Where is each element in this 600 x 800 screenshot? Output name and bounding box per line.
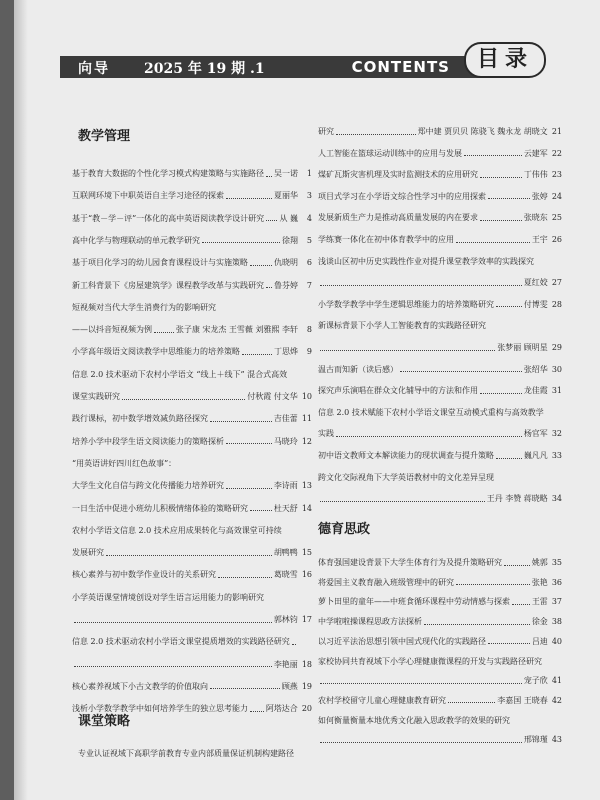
toc-entry-page-number: 18 (301, 659, 312, 669)
toc-entry[interactable] (72, 681, 312, 692)
toc-entry[interactable] (72, 346, 312, 357)
dot-leader (320, 741, 522, 743)
toc-entry[interactable] (318, 493, 562, 504)
dot-leader (122, 398, 245, 400)
dot-leader (496, 305, 522, 307)
toc-entry-title: ——以抖音短视频为例 (72, 325, 152, 335)
toc-entry-author: 杜天舒 (273, 503, 298, 513)
toc-entry-page-number: 26 (551, 235, 562, 244)
toc-entry-page-number: 41 (551, 676, 562, 686)
toc-entry[interactable] (72, 547, 312, 558)
dot-leader (400, 370, 522, 372)
dot-leader (226, 197, 272, 199)
dot-leader (336, 133, 416, 135)
toc-entry-title: 以习近平法治思想引领中国式现代化的实践路径 (318, 636, 486, 646)
toc-entry-title: 发展新质生产力是推动高质量发展的内在要求 (318, 213, 478, 223)
dot-leader (74, 665, 272, 667)
toc-entry-title: 人工智能在篮球运动训练中的应用与发展 (318, 148, 462, 158)
toc-entry[interactable] (72, 190, 312, 201)
toc-line[interactable]: 信息 2.0 技术赋能下农村小学语文课堂互动模式重构与高效教学 (318, 407, 544, 417)
toc-entry[interactable] (72, 659, 312, 670)
toc-entry-title: 课堂实践研究 (72, 392, 120, 401)
toc-entry-page-number: 17 (301, 615, 312, 624)
toc-entry-page-number: 32 (551, 429, 562, 439)
toc-entry-title: 探究声乐演唱在群众文化辅导中的方法和作用 (318, 386, 478, 396)
dot-leader (424, 623, 530, 625)
toc-entry-title: 新工科背景下《房屋建筑学》课程教学改革与实践研究 (72, 280, 264, 290)
dot-leader (74, 621, 272, 623)
toc-entry-author: 吴一诺 (274, 169, 298, 178)
dot-leader (226, 487, 272, 489)
toc-entry-author: 郑中建 贾贝贝 陈骁飞 魏永龙 胡晓文 (417, 127, 548, 136)
toc-line[interactable]: 农村小学语文信息 2.0 技术应用成果转化与高效课堂可持续 (72, 525, 282, 535)
toc-entry-author: 姚郭 (531, 558, 548, 567)
dot-leader (456, 241, 530, 243)
toc-entry-author: 王宇 (531, 235, 548, 244)
toc-entry[interactable] (318, 616, 562, 627)
toc-entry-author: 仇晓明 (274, 258, 298, 268)
toc-entry-title: 小学高年级语文阅读教学中思维能力的培养策略 (72, 347, 240, 357)
toc-line[interactable]: 如何衡量衡量本地优秀文化融入思政教学的效果的研究 (318, 715, 510, 725)
dot-leader (226, 442, 272, 444)
toc-entry-author: 夏丽华 (274, 191, 298, 201)
toc-entry-page-number: 7 (306, 280, 312, 290)
toc-entry-page-number: 40 (551, 636, 562, 646)
toc-entry-page-number: 13 (301, 481, 312, 491)
toc-entry-page-number: 10 (301, 392, 312, 401)
toc-entry[interactable] (72, 480, 312, 491)
toc-entry[interactable] (318, 385, 562, 396)
toc-line[interactable]: “用英语讲好四川红色故事”： (72, 458, 177, 468)
toc-entry-title: 项目式学习在小学语文综合性学习中的应用探索 (318, 191, 486, 201)
toc-entry-page-number: 43 (551, 735, 562, 745)
toc-line[interactable]: 小学英语课堂情境创设对学生语言运用能力的影响研究 (72, 592, 264, 602)
dot-leader (210, 687, 280, 689)
toc-entry-title: 小学数学教学中学生逻辑思维能力的培养策略研究 (318, 299, 494, 309)
toc-entry[interactable] (72, 257, 312, 268)
toc-entry-page-number: 22 (551, 148, 562, 158)
toc-entry-title: 温古而知新（读后感） (318, 364, 398, 374)
toc-entry-page-number: 25 (551, 213, 562, 223)
toc-entry[interactable] (318, 191, 562, 202)
toc-entry-page-number: 14 (301, 503, 312, 513)
toc-entry-title: 实践 (318, 429, 334, 439)
dot-leader (320, 349, 495, 351)
toc-entry-author: 丁伟伟 (523, 170, 548, 180)
toc-entry-page-number: 6 (306, 258, 312, 268)
header-bar (60, 56, 490, 78)
toc-entry[interactable] (318, 126, 562, 137)
toc-entry[interactable] (72, 235, 312, 246)
toc-entry-author: 顾燕 (281, 681, 298, 691)
toc-entry[interactable] (72, 569, 312, 580)
toc-entry-title: 大学生文化自信与跨文化传播能力培养研究 (72, 481, 224, 491)
toc-entry[interactable] (72, 324, 312, 335)
toc-entry-author: 吉佳蕾 (273, 414, 298, 424)
toc-entry-page-number: 8 (306, 325, 312, 335)
toc-entry-page-number: 9 (306, 347, 312, 357)
toc-entry-author: 吕迪 (531, 636, 548, 646)
toc-entry[interactable] (318, 734, 562, 745)
toc-entry[interactable] (72, 413, 312, 424)
toc-entry[interactable] (72, 391, 312, 402)
toc-entry[interactable] (318, 234, 562, 245)
toc-entry-page-number: 42 (551, 695, 562, 705)
toc-entry-author: 从 巍 (279, 213, 298, 223)
toc-entry-title: 践行课标，初中数学增效减负路径探究 (72, 414, 208, 424)
dot-leader (488, 197, 530, 199)
toc-entry[interactable] (318, 299, 562, 310)
dot-leader (480, 176, 522, 178)
toc-entry-page-number: 21 (551, 127, 562, 136)
toc-entry-page-number: 34 (551, 494, 562, 504)
toc-entry[interactable] (318, 212, 562, 223)
toc-entry-author: 阿塔达合 (265, 704, 298, 714)
dot-leader (320, 682, 522, 684)
toc-entry-title: 培养小学中段学生语文阅读能力的策略探析 (72, 436, 224, 446)
toc-entry-page-number: 30 (551, 364, 562, 374)
toc-entry-title: 体育强国建设背景下大学生体育行为及提升策略研究 (318, 558, 502, 567)
toc-entry-author: 邢锦瑾 (523, 735, 548, 745)
dot-leader (250, 509, 272, 511)
toc-entry-title: 浅析小学数学教学中如何培养学生的独立思考能力 (72, 704, 248, 714)
dot-leader (266, 175, 272, 177)
section-title-classroom-strategy: 课堂策略 (78, 714, 131, 729)
dot-leader (480, 219, 522, 221)
toc-entry-page-number: 37 (551, 597, 562, 607)
toc-entry-page-number: 35 (551, 558, 562, 567)
toc-entry-page-number: 20 (301, 704, 312, 714)
dot-leader (250, 264, 272, 266)
toc-entry-author: 付秋霞 付文华 (247, 392, 298, 401)
toc-entry-author: 张子康 宋龙杰 王雪薇 刘雅熙 李轩 (175, 325, 298, 335)
toc-line[interactable]: 家校协同共育视域下小学心理健康微课程的开发与实践路径研究 (318, 656, 542, 666)
toc-entry-title: 一日生活中促进小班幼儿积极情绪体验的策略研究 (72, 503, 248, 513)
toc-entry-title: 高中化学与物理联动的单元教学研究 (72, 235, 200, 245)
toc-entry[interactable] (318, 277, 562, 288)
toc-entry-page-number: 33 (551, 451, 562, 460)
toc-entry-author: 宠子欣 (523, 676, 548, 686)
toc-entry-page-number: 28 (551, 299, 562, 309)
toc-entry[interactable] (72, 213, 312, 224)
dot-leader (336, 435, 522, 437)
toc-entry-author: 李诗雨 (273, 481, 298, 491)
toc-entry[interactable] (318, 675, 562, 686)
toc-line[interactable]: 新课标背景下小学人工智能教育的实践路径研究 (318, 321, 486, 331)
toc-entry-page-number: 24 (551, 191, 562, 201)
dot-leader (154, 331, 174, 333)
dot-leader (210, 420, 272, 422)
toc-entry-page-number: 1 (306, 169, 312, 178)
dot-leader (320, 500, 485, 502)
toc-entry-page-number: 27 (551, 278, 562, 288)
toc-entry-page-number: 23 (551, 170, 562, 180)
toc-entry-author: 丁思烨 (274, 347, 298, 357)
toc-entry-title: 煤矿瓦斯灾害机理及实时监测技术的应用研究 (318, 170, 478, 180)
toc-entry-author: 徐金 (531, 617, 548, 627)
toc-entry-author: 王丹 李赞 蒋晓略 (486, 494, 548, 504)
toc-entry-author: 张艳 (531, 577, 548, 587)
section-title-moral-education: 德育思政 (318, 522, 371, 537)
toc-entry-author: 李嘉国 王晓春 (497, 695, 548, 705)
toc-entry-page-number: 3 (306, 191, 312, 201)
toc-entry[interactable] (318, 364, 562, 375)
toc-page (14, 0, 600, 800)
table-of-contents-badge: 目录 (464, 42, 546, 78)
dot-leader (504, 564, 530, 566)
toc-entry[interactable] (318, 148, 562, 159)
toc-entry-title: 基于教育大数据的个性化学习模式构建策略与实施路径 (72, 169, 264, 178)
toc-entry-page-number: 38 (551, 617, 562, 627)
toc-entry-page-number: 15 (301, 548, 312, 558)
toc-entry[interactable] (318, 636, 562, 647)
header-guide-label: 向导 (78, 61, 110, 77)
contents-label: CONTENTS (351, 58, 450, 76)
toc-entry-author: 郭林钧 (273, 615, 298, 624)
dot-leader (106, 554, 272, 556)
toc-entry-title: 互联网环境下中职英语自主学习途径的探索 (72, 191, 224, 201)
dot-leader (242, 353, 272, 355)
toc-entry-title: 基于项目化学习的幼儿园食育课程设计与实施策略 (72, 258, 248, 268)
toc-entry-title: 萝卜田里的童年——中班食循环课程中劳动情感与探索 (318, 597, 510, 607)
toc-entry[interactable] (72, 168, 312, 179)
toc-entry-author: 张晓东 (523, 213, 548, 223)
toc-entry-author: 夏红姣 (523, 278, 548, 288)
toc-entry-author: 付博雯 (523, 299, 548, 309)
toc-entry-title: 农村学校留守儿童心理健康教育研究 (318, 695, 446, 705)
toc-entry-page-number: 19 (301, 681, 312, 691)
toc-entry-title: 初中语文教师文本解读能力的现状调查与提升策略 (318, 451, 494, 460)
toc-entry-author: 马晓玲 (273, 436, 298, 446)
dot-leader (218, 576, 272, 578)
toc-entry-page-number: 36 (551, 577, 562, 587)
issue-number: 2025 年 19 期 .1 (144, 61, 265, 77)
toc-entry[interactable] (318, 450, 562, 461)
dot-leader (464, 154, 522, 156)
toc-entry-author: 巍凡凡 (523, 451, 548, 460)
dot-leader (512, 603, 530, 605)
toc-entry[interactable] (318, 577, 562, 588)
dot-leader (320, 284, 522, 286)
toc-entry-title: 发展研究 (72, 548, 104, 558)
toc-entry-author: 胡鸭鸭 (273, 548, 298, 558)
toc-entry-author: 张婷 (531, 191, 548, 201)
toc-entry-page-number: 16 (301, 570, 312, 580)
section-title-teaching-management: 教学管理 (78, 129, 131, 144)
toc-entry-author: 李艳丽 (273, 659, 298, 669)
toc-entry-title: 研究 (318, 127, 334, 136)
toc-entry-title: 核心素养与初中数学作业设计的关系研究 (72, 570, 216, 580)
toc-entry[interactable] (318, 342, 562, 353)
toc-entry-page-number: 5 (306, 235, 312, 245)
toc-entry[interactable] (318, 596, 562, 607)
toc-entry[interactable] (72, 636, 312, 647)
dot-leader (266, 219, 277, 221)
dot-leader (250, 710, 264, 712)
toc-entry-title: 学练赛一体化在初中体育教学中的应用 (318, 235, 454, 244)
toc-entry-title: 核心素养视域下小古文教学的价值取向 (72, 681, 208, 691)
toc-entry[interactable] (318, 557, 562, 568)
dot-leader (496, 457, 522, 459)
toc-entry-page-number: 29 (551, 343, 562, 352)
dot-leader (488, 642, 530, 644)
toc-entry-author: 王雷 (531, 597, 548, 607)
toc-entry-page-number: 12 (301, 436, 312, 446)
toc-entry[interactable] (72, 280, 312, 291)
toc-entry[interactable] (318, 428, 562, 439)
toc-entry-author: 徐翔 (282, 235, 298, 245)
toc-entry-page-number: 31 (551, 386, 562, 396)
dot-leader (480, 392, 522, 394)
toc-entry[interactable] (72, 503, 312, 514)
toc-entry-author: 云建军 (523, 148, 548, 158)
toc-entry-title: 将爱国主义教育融入班级管理中的研究 (318, 577, 454, 587)
toc-entry[interactable] (72, 614, 312, 625)
toc-entry[interactable] (318, 695, 562, 706)
toc-entry[interactable] (318, 169, 562, 180)
toc-entry-author: 张绍华 (523, 364, 548, 374)
dot-leader (456, 583, 530, 585)
toc-line[interactable]: 信息 2.0 技术驱动下农村小学语文 “线上＋线下” 混合式高效 (72, 369, 288, 379)
toc-line[interactable]: 跨文化交际视角下大学英语教材中的文化差异呈现 (318, 472, 494, 482)
toc-entry-title: 中学啦啦操课程思政方法探析 (318, 617, 422, 627)
toc-line[interactable]: 浅谈山区初中历史实践性作业对提升课堂教学效率的实践探究 (318, 256, 534, 266)
toc-entry-title: 基于“教－学－评”一体化的高中英语阅读教学设计研究 (72, 213, 265, 223)
toc-entry-author: 鲁芬婷 (274, 280, 298, 290)
toc-line[interactable]: 专业认证视域下高职学前教育专业内部质量保证机制构建路径 (78, 749, 294, 758)
toc-entry-page-number: 11 (301, 414, 312, 424)
toc-entry-title: 信息 2.0 技术驱动农村小学语文课堂提质增效的实践路径研究 (72, 637, 290, 647)
toc-entry-author: 张梦丽 顾明星 (497, 343, 548, 352)
toc-entry-author: 龙佳霞 (523, 386, 548, 396)
dot-leader (202, 241, 280, 243)
toc-entry-author: 杨官军 (523, 429, 548, 439)
toc-entry[interactable] (72, 436, 312, 447)
toc-entry-page-number: 4 (306, 213, 312, 223)
dot-leader (292, 643, 296, 645)
toc-entry-author: 葛晓雪 (273, 570, 298, 580)
dot-leader (448, 701, 495, 703)
dot-leader (266, 286, 272, 288)
toc-line[interactable]: 短视频对当代大学生消费行为的影响研究 (72, 302, 216, 312)
